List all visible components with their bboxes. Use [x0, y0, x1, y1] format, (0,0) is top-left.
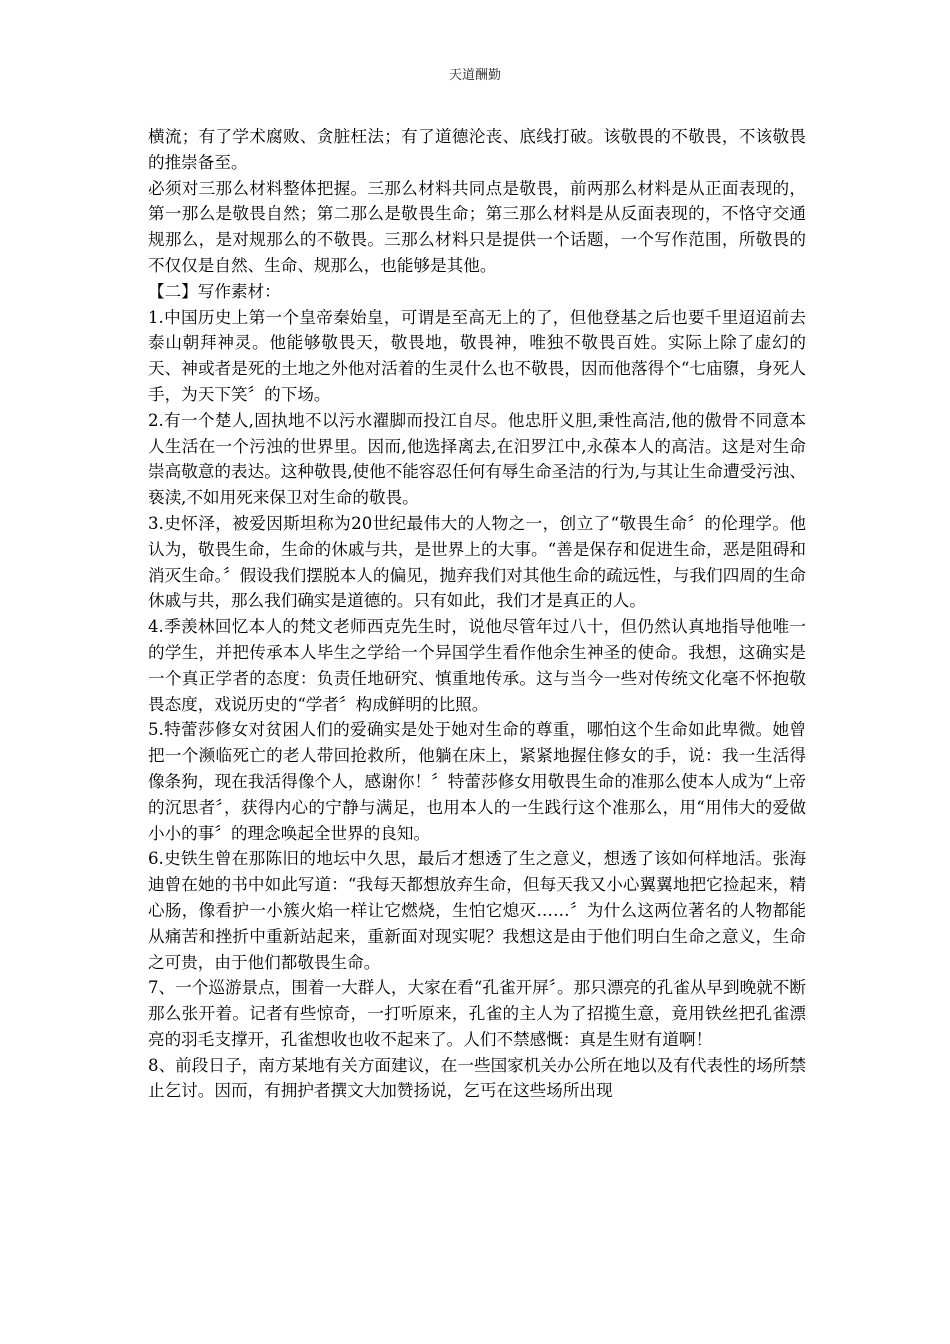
paragraph: 必须对三那么材料整体把握。三那么材料共同点是敬畏，前两那么材料是从正面表现的，第一那么是敬畏自然；第二那么是敬畏生命；第三那么材料是从反面表现的，不恪守交通规那么，是对规那么的不敬畏。三那么材料只是提供一个话题，一个写作范围，所敬畏的不仅仅是自然、生命、规那么，也能够是其他。	[148, 178, 806, 275]
paragraph: 2.有一个楚人,固执地不以污水濯脚而投江自尽。他忠肝义胆,秉性高洁,他的傲骨不同意本人生活在一个污浊的世界里。因而,他选择离去,在汨罗江中,永葆本人的高洁。这是对生命崇高敬意的表达。这种敬畏,使他不能容忍任何有辱生命圣洁的行为,与其让生命遭受污浊、亵渎,不如用死来保卫对生命的敬畏。	[148, 410, 806, 508]
document-body	[148, 124, 806, 1104]
paragraph: 5.特蕾莎修女对贫困人们的爱确实是处于她对生命的尊重，哪怕这个生命如此卑微。她曾把一个濒临死亡的老人带回抢救所，他躺在床上，紧紧地握住修女的手，说：我一生活得像条狗，现在我活得像个人，感谢你！〞特蕾莎修女用敬畏生命的准那么使本人成为“上帝的沉思者〞，获得内心的宁静与满足，也用本人的一生践行这个准那么，用“用伟大的爱做小小的事〞的理念唤起全世界的良知。	[148, 720, 806, 843]
paragraph: 3.史怀泽，被爱因斯坦称为20世纪最伟大的人物之一，创立了“敬畏生命〞的伦理学。他认为，敬畏生命，生命的休戚与共，是世界上的大事。“善是保存和促进生命，恶是阻碍和消灭生命。〞假设我们摆脱本人的偏见，抛弃我们对其他生命的疏远性，与我们四周的生命休戚与共，那么我们确实是道德的。只有如此，我们才是真正的人。	[148, 513, 806, 611]
paragraph: 7、一个巡游景点，围着一大群人，大家在看“孔雀开屏〞。那只漂亮的孔雀从早到晚就不断那么张开着。记者有些惊奇，一打听原来，孔雀的主人为了招揽生意，竟用铁丝把孔雀漂亮的羽毛支撑开，孔雀想收也收不起来了。人们不禁感慨：真是生财有道啊！	[148, 978, 806, 1049]
paragraph: 6.史铁生曾在那陈旧的地坛中久思，最后才想透了生之意义，想透了该如何样地活。张海迪曾在她的书中如此写道：“我每天都想放弃生命，但每天我又小心翼翼地把它捡起来，精心肠，像看护一小簇火焰一样让它燃烧，生怕它熄灭……〞为什么这两位著名的人物都能从痛苦和挫折中重新站起来，重新面对现实呢？我想这是由于他们明白生命之意义，生命之可贵，由于他们都敬畏生命。	[148, 849, 806, 972]
section-heading: 【二】写作素材：	[148, 281, 281, 301]
page-header: 天道酬勤	[448, 68, 501, 83]
paragraph: 4.季羡林回忆本人的梵文老师西克先生时，说他尽管年过八十，但仍然认真地指导他唯一的学生，并把传承本人毕生之学给一个异国学生看作他余生神圣的使命。我想，这确实是一个真正学者的态度：负责任地研究、慎重地传承。这与当今一些对传统文化毫不怀抱敬畏态度，戏说历史的“学者〞构成鲜明的比照。	[148, 617, 806, 714]
paragraph: 8、前段日子，南方某地有关方面建议，在一些国家机关办公所在地以及有代表性的场所禁止乞讨。因而，有拥护者撰文大加赞扬说，乞丐在这些场所出现	[148, 1055, 806, 1101]
paragraph: 横流；有了学术腐败、贪脏枉法；有了道德沦丧、底线打破。该敬畏的不敬畏，不该敬畏的推崇备至。	[148, 127, 806, 172]
paragraph: 1.中国历史上第一个皇帝秦始皇，可谓是至高无上的了，但他登基之后也要千里迢迢前去泰山朝拜神灵。他能够敬畏天，敬畏地，敬畏神，唯独不敬畏百姓。实际上除了虚幻的天、神或者是死的土地之外他对活着的生灵什么也不敬畏，因而他落得个“七庙隳，身死人手，为天下笑〞的下场。	[148, 307, 806, 404]
